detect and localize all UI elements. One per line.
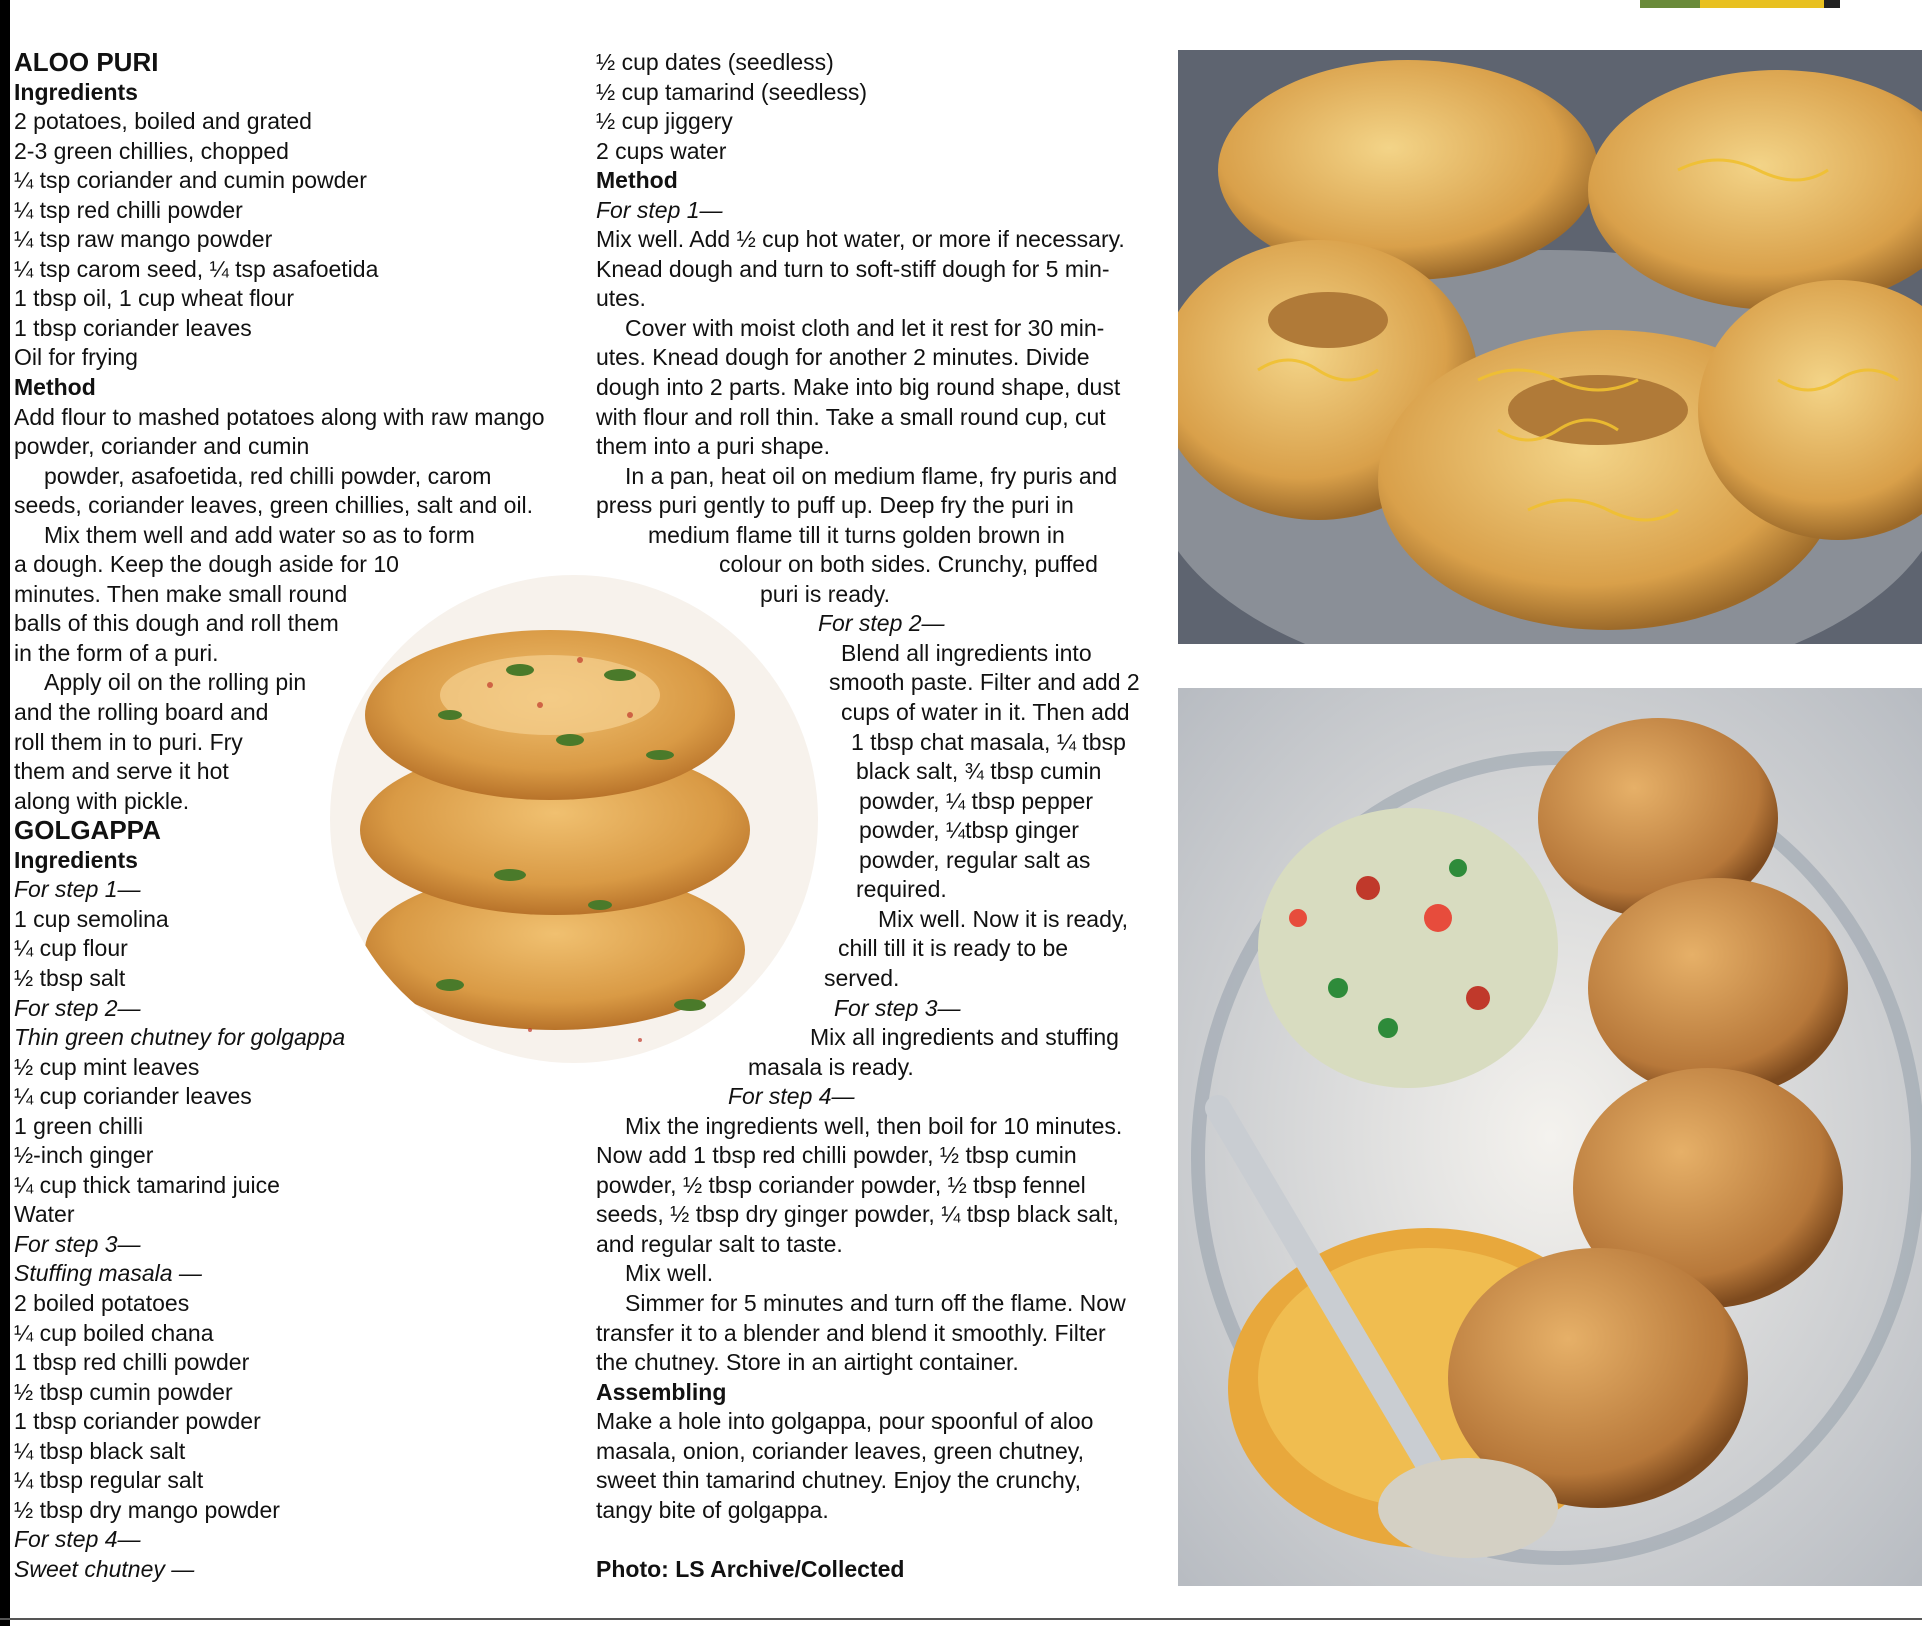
text-line: Apply oil on the rolling pin — [44, 669, 307, 696]
text-line: 1 tbsp coriander leaves — [14, 314, 252, 341]
text-line: powder, ½ tbsp coriander powder, ½ tbsp fennel — [596, 1171, 1086, 1198]
text-line: Mix well. — [625, 1260, 714, 1287]
text-line: Mix well. Add ½ cup hot water, or more if necessary. — [596, 226, 1125, 253]
text-line: ¼ tsp red chilli powder — [14, 196, 243, 223]
text-line: Mix the ingredients well, then boil for 10 minutes. — [625, 1112, 1123, 1139]
text-line: with flour and roll thin. Take a small round cup, cut — [596, 403, 1106, 430]
text-line: ½ cup mint leaves — [14, 1053, 200, 1080]
plated-golgappa-illustration — [1178, 688, 1922, 1586]
text-line: chill till it is ready to be — [838, 935, 1069, 962]
step-label: For step 1— — [14, 876, 141, 903]
text-line: Water — [14, 1201, 75, 1228]
text-line: Now add 1 tbsp red chilli powder, ½ tbsp cumin — [596, 1142, 1077, 1169]
text-line: powder, coriander and cumin — [14, 433, 310, 460]
text-line: powder, ¼tbsp ginger — [859, 817, 1079, 844]
section-heading: Method — [14, 374, 96, 401]
text-line: dough into 2 parts. Make into big round shape, dust — [596, 374, 1121, 401]
text-line: powder, regular salt as — [859, 846, 1091, 873]
text-line: 2 cups water — [596, 137, 727, 164]
text-line: tangy bite of golgappa. — [596, 1496, 829, 1523]
text-line: 1 cup semolina — [14, 905, 169, 932]
text-line: powder, asafoetida, red chilli powder, carom — [44, 462, 492, 489]
section-heading: Method — [596, 167, 678, 194]
step-label: Thin green chutney for golgappa — [14, 1024, 346, 1051]
text-line: Knead dough and turn to soft-stiff dough for 5 min- — [596, 255, 1110, 282]
text-line: medium flame till it turns golden brown in — [648, 521, 1065, 548]
section-heading: Assembling — [596, 1378, 727, 1405]
text-line: a dough. Keep the dough aside for 10 — [14, 551, 399, 578]
text-line: Mix all ingredients and stuffing — [810, 1024, 1119, 1051]
text-line — [596, 1525, 1156, 1555]
aloo-puri-illustration — [330, 575, 818, 1063]
recipe-title: ALOO PURI — [14, 47, 159, 77]
text-line: ¼ cup boiled chana — [14, 1319, 214, 1346]
text-line: Make a hole into golgappa, pour spoonful of aloo — [596, 1408, 1094, 1435]
text-line: 2-3 green chillies, chopped — [14, 137, 289, 164]
step-label: Stuffing masala — — [14, 1260, 202, 1287]
text-line: In a pan, heat oil on medium flame, fry puris and — [625, 462, 1118, 489]
text-line: in the form of a puri. — [14, 639, 219, 666]
text-line: 1 tbsp red chilli powder — [14, 1349, 250, 1376]
bottom-rule — [0, 1618, 1922, 1620]
text-line: Simmer for 5 minutes and turn off the flame. Now — [625, 1289, 1126, 1316]
recipe-title: GOLGAPPA — [14, 815, 161, 846]
text-line: colour on both sides. Crunchy, puffed — [719, 551, 1098, 578]
step-label: For step 3— — [14, 1230, 141, 1257]
text-line: black salt, ¾ tbsp cumin — [856, 758, 1102, 785]
text-line: along with pickle. — [14, 787, 190, 814]
step-label: For step 1— — [596, 196, 723, 223]
step-label: For step 4— — [14, 1526, 141, 1553]
text-line: seeds, coriander leaves, green chillies, salt and oil. — [14, 492, 534, 519]
text-line: 2 boiled potatoes — [14, 1289, 190, 1316]
text-line: ½-inch ginger — [14, 1142, 154, 1169]
text-line: smooth paste. Filter and add 2 — [829, 669, 1140, 696]
text-line: them into a puri shape. — [596, 433, 830, 460]
text-line: ¼ tsp raw mango powder — [14, 226, 273, 253]
text-line: and regular salt to taste. — [596, 1230, 843, 1257]
text-line: ½ tbsp cumin powder — [14, 1378, 233, 1405]
golgappa-photo — [1178, 50, 1922, 644]
text-line: transfer it to a blender and blend it smoothly. Filter — [596, 1319, 1106, 1346]
text-line: ¼ tbsp black salt — [14, 1437, 186, 1464]
text-line: puri is ready. — [760, 580, 890, 607]
text-line: ¼ tsp coriander and cumin powder — [14, 167, 367, 194]
text-line: ¼ cup flour — [14, 935, 128, 962]
text-line: ¼ tsp carom seed, ¼ tsp asafoetida — [14, 255, 379, 282]
text-line: Oil for frying — [14, 344, 138, 371]
section-heading: Photo: LS Archive/Collected — [596, 1555, 905, 1582]
text-line: Cover with moist cloth and let it rest for 30 min- — [625, 314, 1105, 341]
text-line: powder, ¼ tbsp pepper — [859, 787, 1093, 814]
text-line: ¼ cup thick tamarind juice — [14, 1171, 280, 1198]
step-label: Sweet chutney — — [14, 1555, 195, 1582]
text-line: 1 tbsp chat masala, ¼ tbsp — [851, 728, 1126, 755]
text-line: press puri gently to puff up. Deep fry the puri in — [596, 492, 1074, 519]
plated-golgappa-photo — [1178, 688, 1922, 1586]
text-line: 1 tbsp oil, 1 cup wheat flour — [14, 285, 294, 312]
text-line: Add flour to mashed potatoes along with raw mango — [14, 403, 545, 430]
text-line: masala is ready. — [748, 1053, 914, 1080]
text-line: utes. — [596, 285, 646, 312]
text-line: sweet thin tamarind chutney. Enjoy the crunchy, — [596, 1467, 1081, 1494]
golgappa-illustration — [1178, 50, 1922, 644]
text-line: and the rolling board and — [14, 699, 269, 726]
text-line: ½ cup dates (seedless) — [596, 49, 834, 75]
text-line: seeds, ½ tbsp dry ginger powder, ¼ tbsp black salt, — [596, 1201, 1119, 1228]
text-line: ½ cup tamarind (seedless) — [596, 78, 868, 105]
text-line: served. — [824, 964, 900, 991]
text-line: 1 green chilli — [14, 1112, 144, 1139]
text-line: Mix well. Now it is ready, — [878, 905, 1129, 932]
text-line: balls of this dough and roll them — [14, 610, 339, 637]
text-line: 1 tbsp coriander powder — [14, 1408, 261, 1435]
step-label: For step 4— — [728, 1083, 855, 1110]
text-line: Blend all ingredients into — [841, 639, 1092, 666]
text-line: ¼ tbsp regular salt — [14, 1467, 204, 1494]
text-line: ½ cup jiggery — [596, 108, 733, 135]
page-edge-bar — [0, 0, 10, 1626]
text-line: roll them in to puri. Fry — [14, 728, 243, 755]
section-heading: Ingredients — [14, 78, 138, 105]
text-line: utes. Knead dough for another 2 minutes. Divide — [596, 344, 1090, 371]
section-heading: Ingredients — [14, 846, 138, 873]
step-label: For step 3— — [834, 994, 961, 1021]
header-decoration — [1640, 0, 1840, 8]
aloo-puri-photo — [330, 575, 818, 1063]
text-line: required. — [856, 876, 947, 903]
text-line: ¼ cup coriander leaves — [14, 1083, 252, 1110]
text-line: minutes. Then make small round — [14, 580, 348, 607]
text-line: them and serve it hot — [14, 758, 229, 785]
text-line: Mix them well and add water so as to form — [44, 521, 475, 548]
text-line: 2 potatoes, boiled and grated — [14, 108, 312, 135]
text-line: the chutney. Store in an airtight container. — [596, 1349, 1019, 1376]
text-line: ½ tbsp salt — [14, 964, 126, 991]
step-label: For step 2— — [818, 610, 945, 637]
text-line: masala, onion, coriander leaves, green chutney, — [596, 1437, 1084, 1464]
text-line: cups of water in it. Then add — [841, 699, 1130, 726]
text-line: ½ tbsp dry mango powder — [14, 1496, 280, 1523]
step-label: For step 2— — [14, 994, 141, 1021]
